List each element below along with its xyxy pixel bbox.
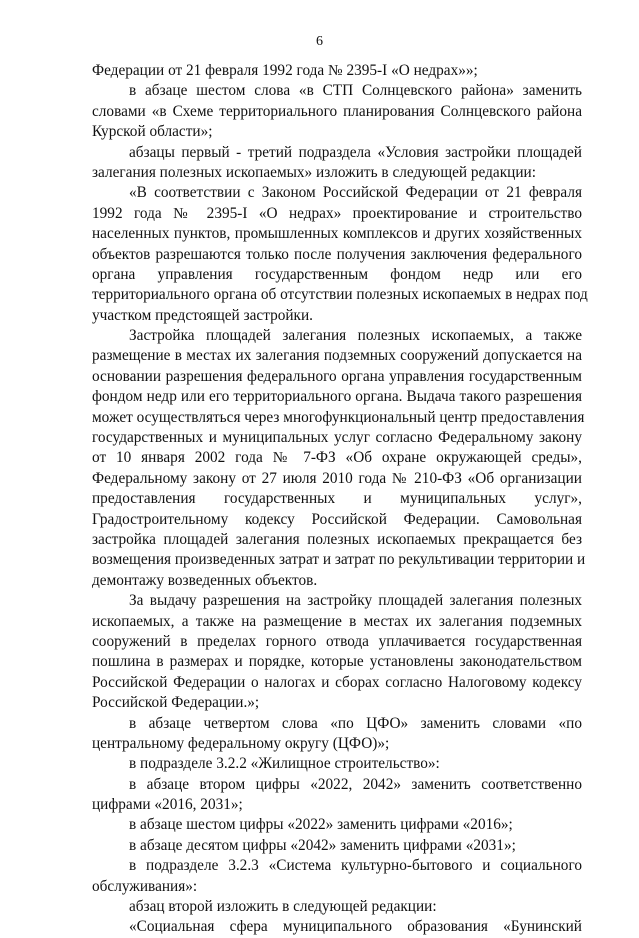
text-line: обслуживания»: bbox=[92, 877, 198, 895]
text-line: пошлина в размерах и порядке, которые установлены законодательством bbox=[92, 653, 582, 671]
text-line: ископаемых, а также на размещение в местах их залегания подземных bbox=[92, 612, 582, 630]
text-line: Федерации от 21 февраля 1992 года № 2395-I «О недрах»»; bbox=[92, 62, 478, 79]
text-line: Российской Федерации о налогах и сборах согласно Налоговому кодексу bbox=[92, 673, 582, 691]
text-line: Застройка площадей залегания полезных ископаемых, а также bbox=[129, 327, 582, 345]
text-line: может осуществляться через многофункциональный центр предоставления bbox=[92, 408, 585, 426]
text-line: Градостроительному кодексу Российской Федерации. Самовольная bbox=[92, 510, 582, 528]
text-line: территориального органа об отсутствии полезных ископаемых в недрах под bbox=[92, 286, 588, 304]
text-line: от 10 января 2002 года № 7-ФЗ «Об охране окружающей среды», bbox=[92, 449, 582, 467]
text-line: За выдачу разрешения на застройку площадей залегания полезных bbox=[129, 592, 582, 610]
text-line: демонтажу возведенных объектов. bbox=[92, 571, 318, 589]
text-line: участком предстоящей застройки. bbox=[92, 306, 313, 324]
text-line: органа управления государственным фондом недр или его bbox=[92, 265, 582, 283]
text-line: объектов разрешаются только после получения заключения федерального bbox=[92, 245, 582, 263]
text-line: залегания полезных ископаемых» изложить в следующей редакции: bbox=[92, 163, 536, 181]
page-number: 6 bbox=[316, 34, 323, 49]
text-line: словами «в Схеме территориального планирования Солнцевского района bbox=[92, 102, 582, 120]
text-line: возмещения произведенных затрат и затрат по рекультивации территории и bbox=[92, 551, 586, 569]
text-line: размещение в местах их залегания подземных сооружений допускается на bbox=[92, 347, 582, 365]
text-line: сооружений в пределах горного отвода уплачивается государственная bbox=[92, 632, 582, 650]
text-line: в абзаце шестом цифры «2022» заменить цифрами «2016»; bbox=[129, 816, 513, 834]
text-line: центральному федеральному округу (ЦФО)»; bbox=[92, 734, 390, 752]
text-line: в абзаце втором цифры «2022, 2042» заменить соответственно bbox=[129, 775, 582, 793]
text-line: «В соответствии с Законом Российской Федерации от 21 февраля bbox=[129, 184, 582, 202]
text-line: в абзаце четвертом слова «по ЦФО» заменить словами «по bbox=[129, 714, 582, 732]
document-body bbox=[92, 61, 588, 938]
text-line: государственных и муниципальных услуг согласно Федеральному закону bbox=[92, 429, 582, 447]
text-line: 1992 года № 2395-I «О недрах» проектирование и строительство bbox=[92, 204, 582, 222]
text-line: цифрами «2016, 2031»; bbox=[92, 796, 243, 814]
text-line: «Социальная сфера муниципального образования «Бунинский bbox=[129, 918, 582, 936]
text-line: в абзаце шестом слова «в СТП Солнцевского района» заменить bbox=[129, 82, 582, 100]
text-line: предоставления государственных и муниципальных услуг», bbox=[92, 490, 582, 508]
text-line: основании разрешения федерального органа управления государственным bbox=[92, 367, 582, 385]
text-line: в подразделе 3.2.3 «Система культурно-бытового и социального bbox=[129, 857, 582, 875]
text-line: в подразделе 3.2.2 «Жилищное строительство»: bbox=[129, 755, 440, 773]
text-line: населенных пунктов, промышленных комплексов и других хозяйственных bbox=[92, 225, 582, 243]
text-line: в абзаце десятом цифры «2042» заменить цифрами «2031»; bbox=[129, 836, 516, 854]
text-line: Российской Федерации.»; bbox=[92, 694, 260, 712]
text-line: Курской области»; bbox=[92, 123, 213, 141]
text-line: застройка площадей залегания полезных ископаемых прекращается без bbox=[92, 530, 582, 548]
text-line: абзацы первый - третий подраздела «Условия застройки площадей bbox=[129, 143, 582, 161]
text-line: абзац второй изложить в следующей редакции: bbox=[129, 898, 437, 916]
text-line: фондом недр или его территориального органа. Выдача такого разрешения bbox=[92, 388, 582, 406]
text-line: Федеральному закону от 27 июля 2010 года № 210-ФЗ «Об организации bbox=[92, 469, 582, 487]
